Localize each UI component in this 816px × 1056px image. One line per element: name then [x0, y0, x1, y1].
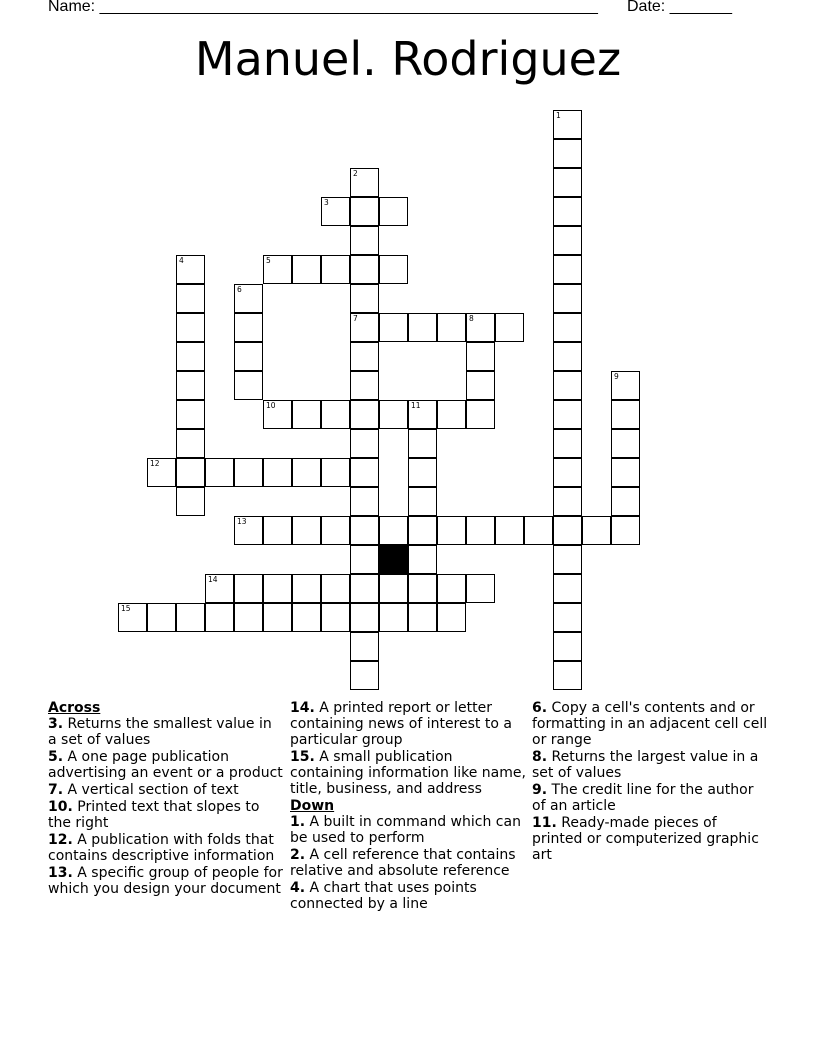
clue-number-label: 11	[411, 401, 421, 410]
clue-number-label: 6	[237, 285, 242, 294]
grid-cell[interactable]	[553, 545, 582, 574]
grid-cell[interactable]	[437, 603, 466, 632]
grid-cell[interactable]	[553, 110, 582, 139]
clue-number: 1.	[290, 814, 306, 830]
grid-cell[interactable]	[321, 400, 350, 429]
clue-number: 6.	[532, 700, 548, 716]
grid-cell[interactable]	[234, 284, 263, 313]
clue-across-12	[48, 832, 284, 864]
clue-text: A printed report or letter containing news of interest to a particular group	[290, 700, 512, 748]
grid-cell[interactable]	[553, 284, 582, 313]
grid-cell[interactable]	[147, 458, 176, 487]
grid-cell[interactable]	[553, 487, 582, 516]
grid-cell[interactable]	[437, 574, 466, 603]
grid-cell[interactable]	[350, 487, 379, 516]
grid-cell[interactable]	[205, 458, 234, 487]
grid-cell[interactable]	[234, 574, 263, 603]
clue-number-label: 2	[353, 169, 358, 178]
grid-cell[interactable]	[234, 603, 263, 632]
clue-down-8	[532, 749, 768, 781]
grid-cell[interactable]	[553, 313, 582, 342]
grid-cell[interactable]	[263, 255, 292, 284]
grid-cell[interactable]	[437, 516, 466, 545]
clue-text: A publication with folds that contains descriptive information	[48, 832, 275, 864]
clue-number-label: 1	[556, 111, 561, 120]
clue-number: 5.	[48, 749, 64, 765]
grid-cell[interactable]	[379, 603, 408, 632]
grid-cell[interactable]	[466, 574, 495, 603]
grid-cell[interactable]	[553, 197, 582, 226]
grid-cell[interactable]	[553, 342, 582, 371]
grid-cell[interactable]	[408, 400, 437, 429]
grid-cell[interactable]	[437, 400, 466, 429]
grid-cell[interactable]	[292, 574, 321, 603]
clue-number-label: 7	[353, 314, 358, 323]
grid-cell[interactable]	[553, 603, 582, 632]
grid-cell[interactable]	[234, 458, 263, 487]
grid-cell[interactable]	[408, 574, 437, 603]
grid-cell[interactable]	[176, 400, 205, 429]
grid-cell[interactable]	[408, 545, 437, 574]
grid-cell[interactable]	[408, 429, 437, 458]
grid-cell[interactable]	[176, 284, 205, 313]
grid-cell[interactable]	[408, 313, 437, 342]
grid-cell[interactable]	[350, 255, 379, 284]
grid-cell[interactable]	[321, 255, 350, 284]
clue-down-9	[532, 782, 768, 814]
grid-cell[interactable]	[553, 255, 582, 284]
grid-cell[interactable]	[350, 400, 379, 429]
grid-cell[interactable]	[350, 516, 379, 545]
grid-cell[interactable]	[466, 371, 495, 400]
grid-cell[interactable]	[263, 603, 292, 632]
clue-number: 10.	[48, 799, 73, 815]
clue-across-3	[48, 716, 284, 748]
clue-down-4	[290, 880, 526, 912]
clue-number: 12.	[48, 832, 73, 848]
grid-cell[interactable]	[553, 574, 582, 603]
page-title: Manuel. Rodriguez	[194, 32, 622, 86]
clue-number: 14.	[290, 700, 315, 716]
grid-cell[interactable]	[292, 603, 321, 632]
grid-cell[interactable]	[611, 400, 640, 429]
grid-cell[interactable]	[379, 255, 408, 284]
clue-number-label: 15	[121, 604, 131, 613]
grid-cell[interactable]	[379, 516, 408, 545]
clue-number-label: 5	[266, 256, 271, 265]
grid-cell[interactable]	[176, 458, 205, 487]
grid-cell[interactable]	[350, 429, 379, 458]
clue-column-2	[290, 700, 526, 913]
grid-cell[interactable]	[611, 487, 640, 516]
clue-number-label: 12	[150, 459, 160, 468]
grid-cell[interactable]	[321, 516, 350, 545]
clue-number-label: 13	[237, 517, 247, 526]
clue-text: The credit line for the author of an article	[532, 782, 754, 814]
grid-cell[interactable]	[379, 400, 408, 429]
grid-cell[interactable]	[176, 342, 205, 371]
grid-cell[interactable]	[553, 168, 582, 197]
grid-cell[interactable]	[176, 429, 205, 458]
grid-cell[interactable]	[176, 313, 205, 342]
grid-cell[interactable]	[292, 516, 321, 545]
grid-cell[interactable]	[350, 371, 379, 400]
clue-across-7	[48, 782, 284, 798]
grid-cell[interactable]	[292, 400, 321, 429]
grid-cell[interactable]	[292, 255, 321, 284]
grid-cell[interactable]	[611, 516, 640, 545]
grid-cell[interactable]	[466, 516, 495, 545]
grid-cell[interactable]	[553, 429, 582, 458]
grid-cell[interactable]	[553, 661, 582, 690]
clue-number: 2.	[290, 847, 306, 863]
clue-text: A built in command which can be used to perform	[290, 814, 521, 846]
grid-cell[interactable]	[553, 400, 582, 429]
grid-cell[interactable]	[524, 516, 553, 545]
clue-column-3	[532, 700, 768, 864]
clue-number-label: 14	[208, 575, 218, 584]
grid-cell[interactable]	[379, 197, 408, 226]
grid-cell[interactable]	[321, 197, 350, 226]
clue-text: A cell reference that contains relative and absolute reference	[290, 847, 516, 879]
grid-cell[interactable]	[611, 458, 640, 487]
clue-text: A chart that uses points connected by a line	[290, 880, 477, 912]
grid-cell[interactable]	[205, 574, 234, 603]
grid-cell[interactable]	[321, 574, 350, 603]
grid-cell[interactable]	[350, 342, 379, 371]
grid-cell[interactable]	[205, 603, 234, 632]
clue-number-label: 10	[266, 401, 276, 410]
grid-cell[interactable]	[292, 458, 321, 487]
grid-cell[interactable]	[234, 342, 263, 371]
clue-number: 15.	[290, 749, 315, 765]
grid-cell[interactable]	[466, 342, 495, 371]
grid-cell[interactable]	[553, 632, 582, 661]
clue-number: 7.	[48, 782, 64, 798]
clue-number: 8.	[532, 749, 548, 765]
grid-cell[interactable]	[147, 603, 176, 632]
clue-across-13	[48, 865, 284, 897]
grid-cell[interactable]	[350, 197, 379, 226]
grid-cell[interactable]	[379, 313, 408, 342]
clue-number: 13.	[48, 865, 73, 881]
grid-cell[interactable]	[350, 632, 379, 661]
grid-cell[interactable]	[350, 574, 379, 603]
grid-cell[interactable]	[118, 603, 147, 632]
grid-cell[interactable]	[321, 603, 350, 632]
grid-cell[interactable]	[611, 371, 640, 400]
grid-cell[interactable]	[466, 313, 495, 342]
grid-cell[interactable]	[350, 603, 379, 632]
grid-cell[interactable]	[176, 371, 205, 400]
grid-cell[interactable]	[553, 371, 582, 400]
grid-cell[interactable]	[408, 603, 437, 632]
grid-cell[interactable]	[582, 516, 611, 545]
grid-cell[interactable]	[350, 313, 379, 342]
clue-across-14	[290, 700, 526, 748]
grid-cell[interactable]	[553, 516, 582, 545]
clue-number-label: 4	[179, 256, 184, 265]
clue-text: Ready-made pieces of printed or computerized graphic art	[532, 815, 759, 863]
grid-cell[interactable]	[408, 458, 437, 487]
clue-across-5	[48, 749, 284, 781]
clue-text: A small publication containing information like name, title, business, and address	[290, 749, 526, 797]
grid-cell[interactable]	[350, 545, 379, 574]
clue-text: Copy a cell's contents and or formatting in an adjacent cell cell or range	[532, 700, 768, 748]
clue-down-6	[532, 700, 768, 748]
name-field-label: Name: ________________________________________________________	[48, 0, 598, 15]
grid-cell[interactable]	[350, 168, 379, 197]
clue-number: 11.	[532, 815, 557, 831]
clue-column-1	[48, 700, 284, 898]
grid-cell[interactable]	[495, 313, 524, 342]
grid-cell[interactable]	[176, 255, 205, 284]
grid-cell[interactable]	[234, 516, 263, 545]
grid-cell[interactable]	[263, 516, 292, 545]
grid-cell[interactable]	[176, 487, 205, 516]
clue-text: A one page publication advertising an event or a product	[48, 749, 283, 781]
clue-across-15	[290, 749, 526, 797]
clue-number: 9.	[532, 782, 548, 798]
clue-text: Returns the largest value in a set of values	[532, 749, 759, 781]
clue-down-1	[290, 814, 526, 846]
clue-text: Printed text that slopes to the right	[48, 799, 260, 831]
across-heading: Across	[48, 700, 101, 716]
clue-number: 3.	[48, 716, 64, 732]
grid-cell[interactable]	[350, 458, 379, 487]
grid-cell[interactable]	[553, 458, 582, 487]
grid-cell[interactable]	[437, 313, 466, 342]
grid-cell[interactable]	[553, 139, 582, 168]
grid-cell[interactable]	[495, 516, 524, 545]
clue-text: A vertical section of text	[67, 782, 239, 798]
grid-cell[interactable]	[466, 400, 495, 429]
clue-number-label: 8	[469, 314, 474, 323]
grid-cell[interactable]	[408, 516, 437, 545]
grid-cell[interactable]	[553, 226, 582, 255]
grid-cell[interactable]	[350, 661, 379, 690]
grid-cell[interactable]	[263, 458, 292, 487]
grid-cell[interactable]	[176, 603, 205, 632]
clue-text: Returns the smallest value in a set of values	[48, 716, 272, 748]
grid-cell[interactable]	[408, 487, 437, 516]
grid-cell[interactable]	[350, 284, 379, 313]
grid-cell[interactable]	[263, 400, 292, 429]
grid-cell[interactable]	[263, 574, 292, 603]
clue-down-11	[532, 815, 768, 863]
clue-number: 4.	[290, 880, 306, 896]
clue-number-label: 3	[324, 198, 329, 207]
clue-down-2	[290, 847, 526, 879]
clue-across-10	[48, 799, 284, 831]
clue-text: A specific group of people for which you design your document	[48, 865, 283, 897]
down-heading: Down	[290, 798, 335, 814]
date-field-label: Date: _______	[627, 0, 732, 15]
clue-number-label: 9	[614, 372, 619, 381]
grid-cell[interactable]	[234, 313, 263, 342]
blocked-cell	[379, 545, 408, 574]
grid-cell[interactable]	[350, 226, 379, 255]
grid-cell[interactable]	[611, 429, 640, 458]
grid-cell[interactable]	[234, 371, 263, 400]
grid-cell[interactable]	[379, 574, 408, 603]
grid-cell[interactable]	[321, 458, 350, 487]
